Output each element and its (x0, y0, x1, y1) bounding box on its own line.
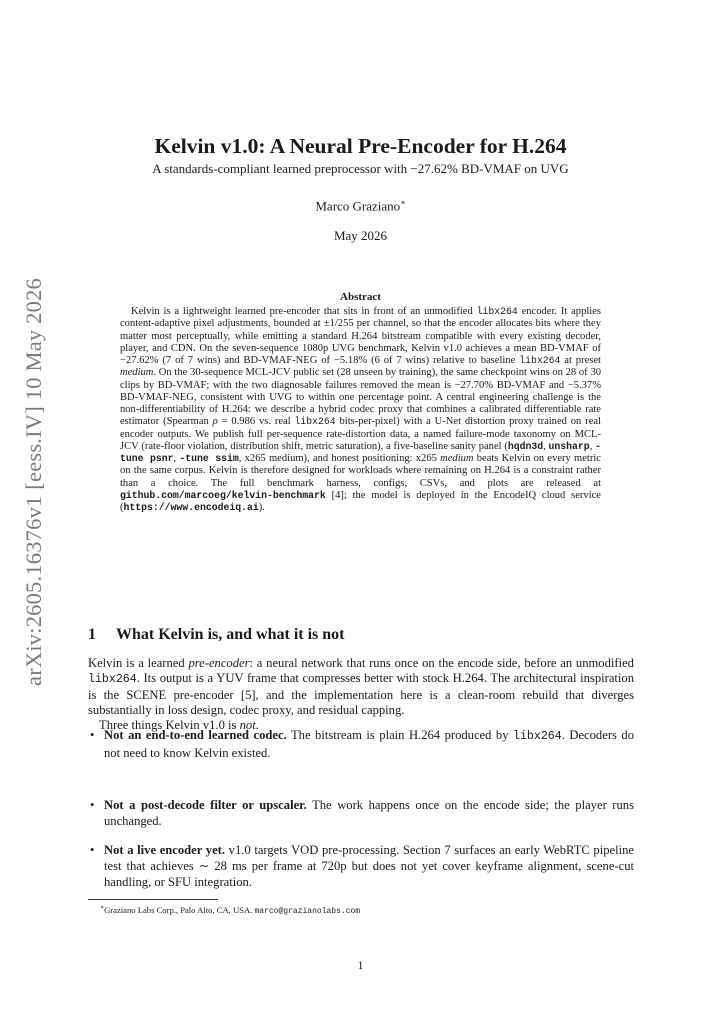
list-item: • Not a live encoder yet. v1.0 targets VOD pre-processing. Section 7 surfaces an early WebRTC pipeline test that achieves ∼ 28 ms per frame at 720p but does not yet cover keyframe alignment, scene-cut handling, or SFU integration. (90, 843, 634, 889)
section-heading: 1 What Kelvin is, and what it is not (88, 626, 345, 643)
bullet-marker: • (90, 843, 95, 857)
bullet-marker: • (90, 798, 95, 812)
footnote-rule (88, 899, 218, 900)
bullet-list (88, 727, 634, 761)
bullet-list (88, 797, 634, 829)
paper-title: Kelvin v1.0: A Neural Pre-Encoder for H.264 (154, 134, 567, 158)
author-email: marco@grazianolabs.com (254, 906, 361, 916)
section-body: Kelvin is a learned pre-encoder: a neural network that runs once on the encode side, before an unmodified libx264. Its output is a YUV frame that compresses better with stock H.264. The architectural inspiration is the SCENE pre-encoder [5], and the implementation here is a clean-room rebuild that diverges substantially in loss design, codec proxy, and residual capping. Three things Kelvin v1.0 is not. (88, 656, 634, 733)
abstract-heading: Abstract (340, 291, 381, 303)
page-number: 1 (357, 958, 364, 972)
bullet-marker: • (90, 728, 95, 742)
footnote: ∗Graziano Labs Corp., Palo Alto, CA, USA. marco@grazianolabs.com (100, 904, 361, 916)
list-item: • Not an end-to-end learned codec. The bitstream is plain H.264 produced by libx264. Decoders do not need to know Kelvin existed. (90, 728, 634, 760)
author-footnote-mark: ∗ (400, 198, 406, 207)
bullet-list (88, 842, 634, 890)
encodeiq-link: https://www.encodeiq.ai (123, 502, 259, 513)
arxiv-stamp: arXiv:2605.16376v1 [eess.IV] 10 May 2026 (21, 278, 46, 686)
author-name: Marco Graziano (315, 198, 401, 214)
list-item: • Not a post-decode filter or upscaler. The work happens once on the encode side; the player runs unchanged. (90, 798, 634, 828)
github-link: github.com/marcoeg/kelvin-benchmark (120, 489, 326, 501)
abstract-text: Kelvin is a lightweight learned pre-encoder that sits in front of an unmodified libx264 encoder. It applies content-adaptive pixel adjustments, bounded at ±1/255 per channel, so that the encoder allocates bits where they matter most perceptually, while emitting a standard H.264 bitstream compatible with every existing decoder, player, and CDN. On the seven-sequence 1080p UVG benchmark, Kelvin v1.0 achieves a mean BD-VMAF of −27.62% (7 of 7 wins) and BD-VMAF-NEG of −5.18% (6 of 7 wins) relative to baseline libx264 at preset medium. On the 30-sequence MCL-JCV public set (28 unseen by training), the same checkpoint wins on 28 of 30 clips by BD-VMAF; with the two diagnosable failures removed the mean is −27.70% BD-VMAF and −5.37% BD-VMAF-NEG, consistent with UVG to within one percentage point. A central engineering challenge is the non-differentiability of H.264: we describe a hybrid codec proxy that combines a calibrated differentiable rate estimator (Spearman ρ = 0.986 vs. real libx264 bits-per-pixel) with a U-Net distortion proxy trained on real encoder outputs. We publish full per-sequence rate-distortion data, a named failure-mode taxonomy on MCL-JCV (rate-floor violation, distribution shift, metric saturation), a five-baseline sanity panel (hqdn3d, unsharp, -tune psnr, -tune ssim, x265 medium), and honest positioning: x265 medium beats Kelvin on every metric on the same corpus. Kelvin is therefore designed for workloads where remaining on H.264 is a constraint rather than a choice. The full benchmark harness, configs, CSVs, and plots are released at github.com/marcoeg/kelvin-benchmark [4]; the model is deployed in the EncodeIQ cloud service (https://www.encodeiq.ai). (120, 306, 601, 513)
author (0, 198, 721, 214)
paper-subtitle: A standards-compliant learned preprocessor with −27.62% BD-VMAF on UVG (152, 161, 569, 176)
date: May 2026 (333, 228, 388, 243)
